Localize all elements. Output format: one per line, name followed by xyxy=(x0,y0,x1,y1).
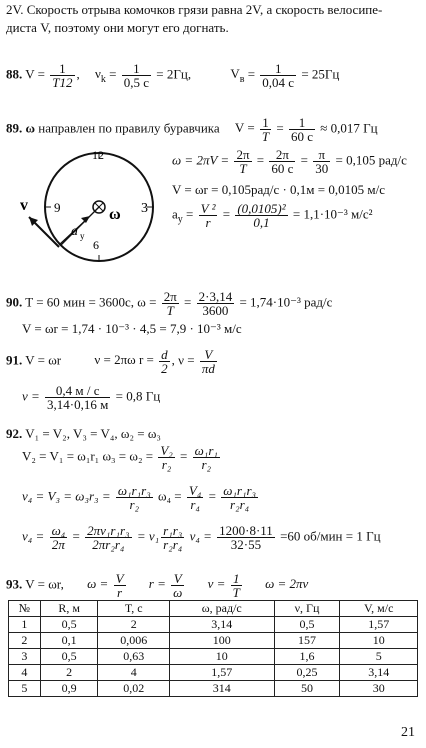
table-cell: 157 xyxy=(274,633,340,649)
table-cell: 1,57 xyxy=(340,617,418,633)
table-cell: 0,1 xyxy=(40,633,98,649)
table-cell: 314 xyxy=(169,681,274,697)
table-cell: 10 xyxy=(340,633,418,649)
problem-93-formulas: 93. V = ωr, ω = $\frac{V}{r}$ r = $\frac{V}{\omega}$ ν = $\frac{1}{T}$ ω = 2πν xyxy=(6,571,309,600)
fraction: $\frac{\text{(0,0105)²}}{0,1}$ xyxy=(237,201,286,230)
problem-89-omega: ω = 2πV = $\frac{2\pi}{T}$ = $\frac{2\pi}{60 с}$ = $\frac{\pi}{30}$ = 0,105 рад/с xyxy=(172,147,407,176)
table-cell: 5 xyxy=(340,649,418,665)
fraction: $\frac{1}{T12}$ xyxy=(52,61,73,90)
fraction: $\frac{2\cdot 3,14}{3600}$ xyxy=(198,289,233,318)
table-row xyxy=(9,665,418,681)
formula-text: V = xyxy=(25,66,49,82)
table-cell: 3,14 xyxy=(169,617,274,633)
label-6: 6 xyxy=(93,238,99,252)
table-cell: 5 xyxy=(9,681,41,697)
table-cell: 0,5 xyxy=(274,617,340,633)
fraction: $\frac{\text{ω₁r₁r₃}}{\text{r₂r₄}}$ xyxy=(223,483,257,512)
table-cell: 30 xyxy=(340,681,418,697)
problem-92-line-3: ν₄ = V₃ = ω₃r₃ = $\frac{\text{ω₁r₁r₃}}{\text{r₂}}$ ω₄ = $\frac{\text{V₄}}{\text{r₄}}$ = $\frac{\text{ω₁r₁r₃}}{\text{r₂r₄}}$ xyxy=(22,483,257,512)
table-row xyxy=(9,649,418,665)
fraction: $\frac{\text{2πν₁r₁r₃}}{\text{2πr₂r₄}}$ xyxy=(87,523,130,552)
table-row xyxy=(9,681,418,697)
label-omega: ω xyxy=(109,206,121,223)
table-header: V, м/с xyxy=(340,601,418,617)
fraction: $\frac{2\pi}{T}$ xyxy=(236,147,250,176)
table-header: ν, Гц xyxy=(274,601,340,617)
label-9: 9 xyxy=(54,200,61,215)
table-cell: 2 xyxy=(40,665,98,681)
table-cell: 0,25 xyxy=(274,665,340,681)
fraction: $\frac{1}{T}$ xyxy=(232,571,240,600)
problem-number: 91. xyxy=(6,352,23,368)
omega-vector-symbol: ω xyxy=(25,120,36,136)
problem-88: 88. V = $\frac{1}{T12}$ , $\nu_k$ = $\frac{1}{0,5 с}$ = 2Гц, $V_в$ = $\frac{1}{0,04 с}$ = 25Гц xyxy=(6,61,340,90)
label-3: 3 xyxy=(141,201,148,216)
table-cell: 1,57 xyxy=(169,665,274,681)
problem-number: 93. xyxy=(6,576,23,592)
table-row xyxy=(9,633,418,649)
table-cell: 10 xyxy=(169,649,274,665)
table-cell: 1 xyxy=(9,617,41,633)
table-header-row xyxy=(9,601,418,617)
fraction: $\frac{V}{r}$ xyxy=(115,571,124,600)
table-cell: 1,6 xyxy=(274,649,340,665)
fraction: $\frac{\text{V ²}}{r}$ xyxy=(200,201,216,230)
table-cell: 0,006 xyxy=(98,633,169,649)
formula-text: ν xyxy=(95,66,101,82)
table-cell: 4 xyxy=(98,665,169,681)
fraction: $\frac{d}{2}$ xyxy=(161,347,168,376)
fraction: $\frac{\text{V₄}}{\text{r₄}}$ xyxy=(188,483,202,512)
problem-91-line-1: 91. V = ωr ν = 2πω r = $\frac{d}{2}$ , ν = $\frac{V}{\pi d}$ xyxy=(6,347,215,376)
table-header: T, с xyxy=(98,601,169,617)
problem-92-line-2: V₂ = V₁ = ω₁r₁ ω₃ = ω₂ = $\frac{\text{V₂}}{\text{r₂}}$ = $\frac{\text{ω₁r₁}}{\text{r₂}}$ xyxy=(22,443,218,472)
problem-90-line-1: 90. T = 60 мин = 3600с, ω = $\frac{2\pi}{T}$ = $\frac{2\cdot 3,14}{3600}$ = 1,74·10⁻³ рад/с xyxy=(6,289,333,318)
fraction: $\frac{1}{60 с}$ xyxy=(291,115,314,144)
fraction: $\frac{\text{ω₁r₁r₃}}{\text{r₂}}$ xyxy=(117,483,151,512)
label-a: a xyxy=(71,224,78,239)
fraction: $\frac{V}{\omega}$ xyxy=(173,571,183,600)
problem-89-accel: $a_y$ = $\frac{\text{V ²}}{r}$ = $\frac{\text{(0,0105)²}}{0,1}$ = 1,1·10⁻³ м/с² xyxy=(172,201,373,230)
table-header: R, м xyxy=(40,601,98,617)
table-cell: 0,5 xyxy=(40,617,98,633)
table-cell: 4 xyxy=(9,665,41,681)
label-12: 12 xyxy=(92,148,104,162)
table-cell: 3 xyxy=(9,649,41,665)
table-cell: 2 xyxy=(9,633,41,649)
table-cell: 2 xyxy=(98,617,169,633)
problem-92-line-1: 92. V₁ = V₂, V₃ = V₄, ω₂ = ω₃ xyxy=(6,426,161,441)
clock-diagram xyxy=(14,145,164,265)
fraction: $\frac{1}{T}$ xyxy=(261,115,270,144)
accel-arrowhead xyxy=(81,216,90,223)
problem-89-velocity: V = ωr = 0,105рад/с · 0,1м = 0,0105 м/с xyxy=(172,182,385,197)
problem-91-line-2: ν = $\frac{0,4 м / с}{3,14\cdot 0,16 м}$ = 0,8 Гц xyxy=(22,383,161,412)
fraction: $\frac{\text{r₁r₃}}{\text{r₂r₄}}$ xyxy=(163,523,183,552)
page-number: 21 xyxy=(401,725,415,740)
problem-number: 92. xyxy=(6,426,23,441)
fraction: $\frac{\text{ω₁r₁}}{\text{r₂}}$ xyxy=(194,443,218,472)
intro-line-1: 2V. Скорость отрыва комочков грязи равна 2V, а скорость велосипе- xyxy=(6,2,383,17)
statement-text: направлен по правилу буравчика xyxy=(35,120,220,136)
table-cell: 0,63 xyxy=(98,649,169,665)
intro-line-2: диста V, поэтому они могут его догнать. xyxy=(6,20,229,35)
problem-number: 90. xyxy=(6,294,23,310)
formula-text: V xyxy=(230,66,240,82)
table-cell: 0,9 xyxy=(40,681,98,697)
fraction: $\frac{2\pi}{60 с}$ xyxy=(271,147,294,176)
results-table xyxy=(8,600,418,697)
table-cell: 0,02 xyxy=(98,681,169,697)
problem-89-header: 89. ω направлен по правилу буравчика V = $\frac{1}{T}$ = $\frac{1}{60 с}$ ≈ 0,017 Гц xyxy=(6,115,378,144)
table-header: ω, рад/с xyxy=(169,601,274,617)
fraction: $\frac{1200\cdot 8\cdot 11}{32\cdot 55}$ xyxy=(219,523,273,552)
label-a-sub: y xyxy=(80,231,85,241)
problem-number: 89. xyxy=(6,120,23,136)
table-cell: 100 xyxy=(169,633,274,649)
fraction: $\frac{V}{\pi d}$ xyxy=(201,347,215,376)
problem-90-line-2: V = ωr = 1,74 · 10⁻³ · 4,5 = 7,9 · 10⁻³ м/с xyxy=(22,321,242,336)
fraction: $\frac{\pi}{30}$ xyxy=(315,147,329,176)
label-v: v xyxy=(20,197,28,214)
fraction: $\frac{\text{V₂}}{\text{r₂}}$ xyxy=(160,443,173,472)
fraction: $\frac{1}{0,04 с}$ xyxy=(262,61,295,90)
problem-92-line-4: ν₄ = $\frac{\text{ω₄}}{2\pi}$ = $\frac{\text{2πν₁r₁r₃}}{\text{2πr₂r₄}}$ = ν₁ $\frac{\text{r₁r₃}}{\text{r₂r₄}}$ ν₄ = $\frac{1200\cdot 8\cdot 11}{32\cdot 55}$ =60 об/мин = 1 Гц xyxy=(22,523,381,552)
table-cell: 3,14 xyxy=(340,665,418,681)
table-cell: 0,5 xyxy=(40,649,98,665)
problem-number: 88. xyxy=(6,66,23,82)
formula-text: , xyxy=(76,66,80,82)
fraction: $\frac{2\pi}{T}$ xyxy=(163,289,177,318)
fraction: $\frac{\text{ω₄}}{2\pi}$ xyxy=(51,523,66,552)
fraction: $\frac{0,4 м / с}{3,14\cdot 0,16 м}$ xyxy=(47,383,109,412)
fraction: $\frac{1}{0,5 с}$ xyxy=(123,61,150,90)
table-row xyxy=(9,617,418,633)
table-cell: 50 xyxy=(274,681,340,697)
table-header: № xyxy=(9,601,41,617)
